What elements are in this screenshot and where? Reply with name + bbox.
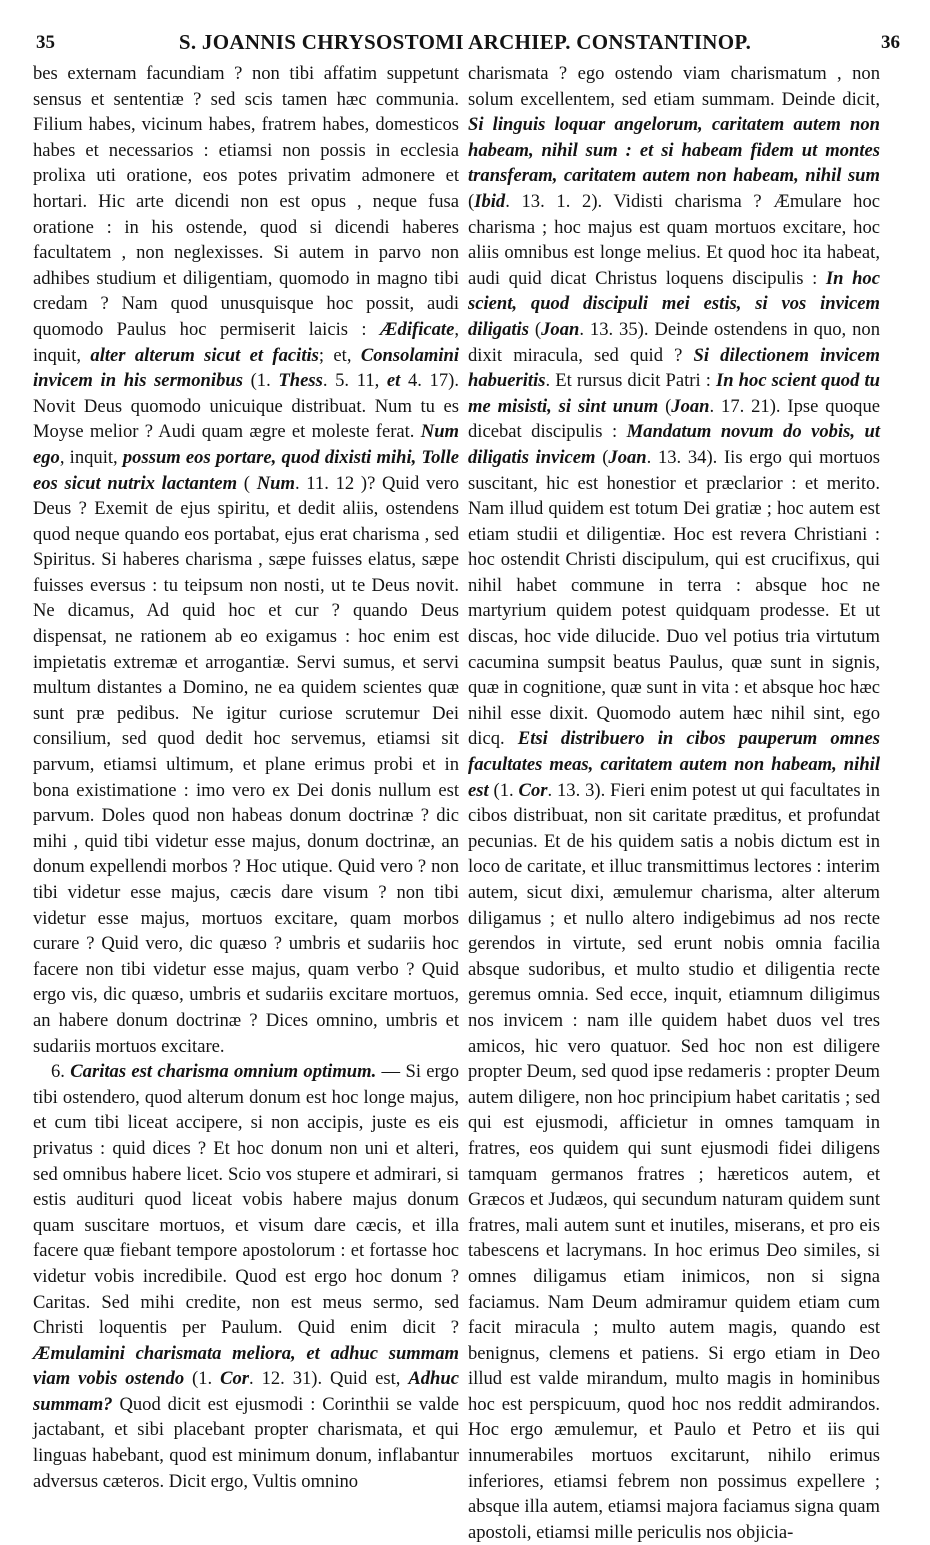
paragraph-6 — [33, 1059, 459, 1494]
italic-run: Ibid — [474, 190, 506, 212]
text-run: (1. — [184, 1368, 221, 1390]
text-run: . 13. 1. 2). Vidisti charisma ? Æmulare hoc charisma ; hoc majus est quam mortuos excitare, hoc aliis omnibus est longe melius. Et quod hoc ita habeat, audi quid dicat Christus loquens discipulis : — [468, 190, 880, 289]
italic-run: possum eos portare, quod dixisti mihi, Tolle eos sicut nutrix lactantem — [33, 446, 459, 494]
italic-run: Si dilectionem invicem habueritis — [468, 344, 880, 392]
text-run: ( — [528, 318, 542, 340]
italic-run: Mandatum novum do vobis, ut diligatis invicem — [468, 421, 880, 468]
italic-run: Num — [256, 472, 295, 494]
text-run: charismata ? ego ostendo viam charismatum , non solum excellentem, sed etiam summam. Deinde dicit, — [468, 63, 880, 110]
text-run: (1. — [488, 779, 519, 801]
text-run: . Et rursus dicit Patri : — [545, 370, 717, 392]
text-run: Quod dicit est ejusmodi : Corinthii se valde jactabant, et sibi placebant propter charismata, et qui linguas habebant, quod est minimum donum, inflabantur adversus cæteros. Dicit ergo, Vultis omnino — [33, 1393, 459, 1492]
text-run: , inquit, — [59, 446, 123, 468]
paragraph-continuation — [468, 61, 880, 1545]
running-title: S. JOANNIS CHRYSOSTOMI ARCHIEP. CONSTANTINOP. — [178, 30, 752, 54]
text-run: . 5. 11, — [322, 370, 387, 392]
italic-run: In hoc scient quod tu me misisti, si sint unum — [468, 370, 881, 417]
italic-run: alter alterum sicut et facitis — [90, 344, 319, 366]
italic-run: Etsi distribuero in cibos pauperum omnes facultates meas, caritatem autem non habeam, nihil est — [468, 728, 880, 801]
section-heading: Caritas est charisma omnium optimum. — [70, 1061, 377, 1083]
text-run: . 17. 21). Ipse quoque dicebat discipulis : — [468, 395, 881, 443]
italic-run: Cor — [220, 1368, 250, 1390]
italic-run: Joan — [671, 395, 710, 417]
left-column — [33, 61, 459, 1521]
text-run: , inquit, — [33, 318, 459, 366]
text-run: . 12. 31). Quid est, — [249, 1368, 409, 1390]
text-run: ( — [658, 395, 672, 417]
italic-run: Consolamini invicem in his sermonibus — [33, 344, 459, 392]
text-run: . 11. 12 )? Quid vero Deus ? Exemit de ejus spiritu, et dedit aliis, ostendens quod neque quando eos portabat, ejus erat charisma , sed Spiritus. Si haberes charisma , sæpe fuisses elatus, sæpe fuisses eversus : tu teipsum non nosti, ut te Deus novit. Ne dicamus, Ad quid hoc et cur ? quando Deus dispensat, ne rationem ab eo exigamus : hoc enim est impietatis extremæ et arrogantiæ. Servi sumus, et servi multum distantes a Domino, ne ea quidem scientes quæ sunt præ pedibus. Ne igitur curiose scrutemur Dei consilium, sed quod dedit hoc servemus, etiamsi sit parvum, etiamsi ultimum, et plane erimus probi et in bona existimatione : imo vero ex Dei donis nullum est parvum. Doles quod non habeas donum doctrinæ ? dic mihi , quid tibi videtur esse majus, donum doctrinæ, an donum expellendi morbos ? Hoc utique. Quid vero ? non tibi videtur esse majus, cæcis dare visum ? non tibi videtur esse majus, mortuos excitare, quam morbos curare ? Quid vero, dic quæso ? umbris et sudariis hoc facere non tibi videtur esse majus, quam verbo ? Quid ergo vis, dic quæso, umbris et sudariis excitare mortuos, an habere donum doctrinæ ? Dices omnino, umbris et sudariis mortuos excitare. — [33, 472, 459, 1057]
text-run: ( — [468, 190, 475, 212]
paragraph-continuation — [33, 61, 459, 1059]
running-head — [30, 30, 900, 60]
italic-run: Thess — [278, 370, 323, 392]
italic-run: Cor — [518, 779, 548, 801]
text-run: ; et, — [318, 344, 361, 366]
text-run: (1. — [242, 370, 279, 392]
text-run: . 13. 3). Fieri enim potest ut qui facultates in cibos distribuat, non sit caritate præditus, et profundat pecunias. Et de his quidem satis a nobis dictum est in loco de caritate, et illuc transmittimus lectores : interim autem, sicut dixi, æmulemur charisma, alter alterum diligamus ; et nullo altero indigebimus ad nos recte gerendos in virtute, sed erunt nobis omnia facilia absque sudoribus, et multo studio et diligentia recte geremus omnia. Sed ecce, inquit, etiamnum diligimus nos invicem : nam ille quidem habet duos vel tres amicos, hic vero quatuor. Sed hoc non est diligere propter Deum, sed quod ipse redameris : propter Deum autem diligere, non hoc principium habet caritatis ; sed qui est ejusmodi, afficietur in omnes tamquam in fratres, eos quidem qui sunt ejusmodi fidei diligens tamquam germanos fratres ; hæreticos autem, et Græcos et Judæos, qui secundum naturam quidem sunt fratres, mali autem sunt et inutiles, miserans, et pro eis tabescens et lacrymans. In hoc erimus Deo similes, si omnes diligamus etiam inimicos, non si signa faciamus. Nam Deum admiramur quidem etiam cum facit miracula ; multo autem magis, quando est benignus, clemens et patiens. Si ergo etiam in Deo illud est valde mirandum, multo magis in hominibus hoc est perspicuum, quod hoc nos reddit admirandos. Hoc ergo æmulemur, et Paulo et Petro et iis qui innumerabiles mortuos excitarunt, nihilo erimus inferiores, etiamsi febrem non possimus expellere ; absque illa autem, etiamsi majora faciamus signa quam apostoli, etiamsi mille periculis nos objicia- — [468, 779, 880, 1543]
italic-run: Joan — [541, 318, 580, 340]
page-number-left: 35 — [36, 32, 55, 53]
text-run: ( — [595, 446, 609, 468]
text-run: . 13. 35). Deinde ostendens in quo, non dixit miracula, sed quid ? — [468, 318, 881, 366]
italic-run: Adhuc summam? — [33, 1368, 459, 1415]
text-run: — Si ergo tibi ostendero, quod alterum donum est hoc longe majus, et cum tibi liceat accipere, si non accipis, juste es eis privatus : quid dices ? Et hoc donum non uni et alteri, sed omnibus habere licet. Scio vos stupere et admirari, si estis audituri quod liceat vobis habere majus donum quam suscitare mortuos, et visum dare cæcis, et illa facere quæ fiebant tempore apostolorum : et fortasse hoc videtur vobis incredibile. Quod est ergo hoc donum ? Caritas. Sed mihi credite, non est meus sermo, sed Christi loquentis per Paulum. Quid enim dicit ? — [33, 1061, 460, 1339]
text-run: ( — [237, 472, 257, 494]
italic-run: et — [386, 370, 401, 392]
text-run: . 13. 34). Iis ergo qui mortuos suscitant, hic est honestior et præclarior : et merito. Nam illud quidem est totum Dei gratiæ ; hoc autem est etiam studii et diligentiæ. Hoc est revera Christiani : hoc ostendit Christi discipulum, qui est crucifixus, qui nihil habet commune in terra : absque hoc ne martyrium quidem potest quidquam prodesse. Et ut discas, hoc vide dilucide. Duo vel potius tria virtutum cacumina sumpsit beatus Paulus, quæ sunt in signis, quæ in cognitione, quæ sunt in vita : et absque hoc hæc nihil esse dixit. Quomodo autem hæc nihil sint, ego dicq. — [468, 446, 881, 750]
page-number-right: 36 — [881, 32, 900, 53]
paragraph-number: 6. — [51, 1061, 71, 1083]
italic-run: In hoc scient, quod discipuli mei estis, si vos invicem diligatis — [468, 267, 880, 340]
italic-run: Æmulamini charismata meliora, et adhuc summam viam vobis ostendo — [33, 1342, 459, 1390]
italic-run: Num ego — [33, 421, 459, 468]
text-run: 4. 17). Novit Deus quomodo unicuique distribuat. Num tu es Moyse melior ? Audi quam ægre et moleste ferat. — [33, 370, 459, 443]
italic-run: Ædificate — [380, 318, 455, 340]
italic-run: Si linguis loquar angelorum, caritatem autem non habeam, nihil sum : et si habeam fidem ut montes transferam, caritatem autem non habeam, nihil sum — [468, 114, 880, 187]
italic-run: Joan — [608, 446, 647, 468]
right-column — [468, 61, 881, 1543]
text-run: bes externam facundiam ? non tibi affatim suppetunt sensus et sententiæ ? sed scis tamen hæc communia. Filium habes, vicinum habes, fratrem habes, domesticos habes et necessarios : etiamsi non possis in ecclesia prolixa uti oratione, eos potes privatim admonere et hortari. Hic arte dicendi non est opus , neque fusa oratione : in his ostende, quod si dicendi haberes facultatem , non neglexisses. Si autem in parvo non adhibes studium et diligentiam, quomodo in magno tibi credam ? Nam quod unusquisque hoc possit, audi quomodo Paulus hoc permiserit laicis : — [33, 63, 459, 340]
